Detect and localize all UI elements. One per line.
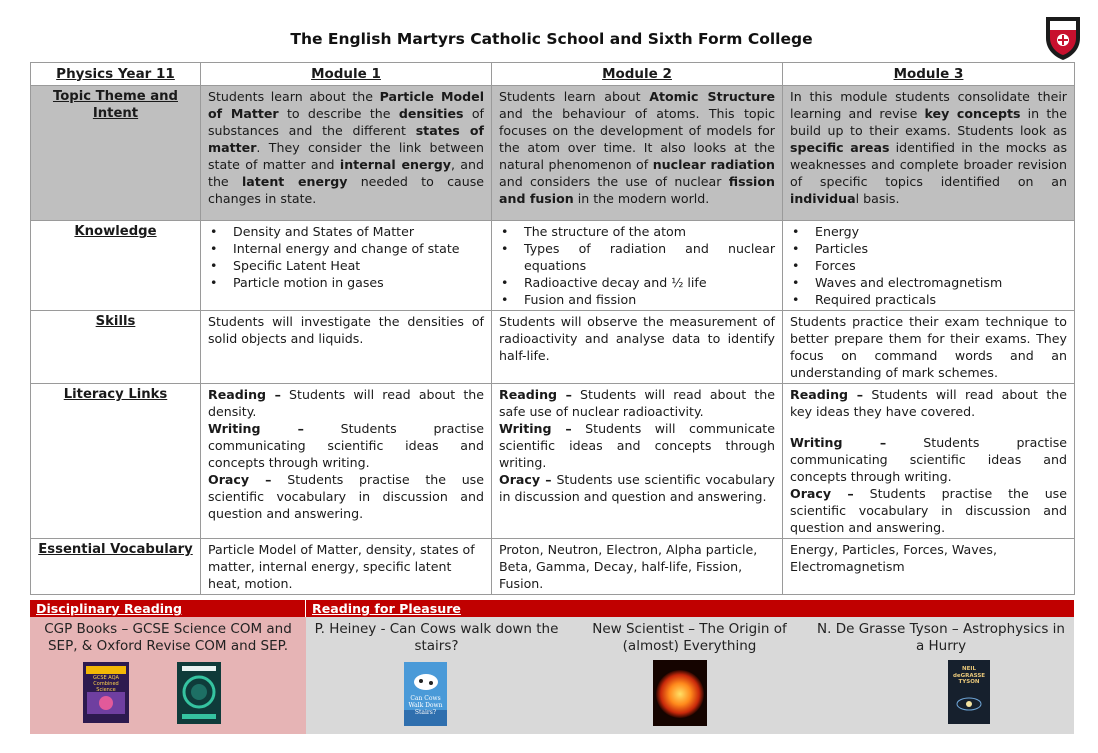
cows-cover-line1: Can Cows (410, 695, 441, 702)
oxford-revise-book-cover (177, 662, 221, 724)
knowledge-list (208, 223, 484, 291)
vocabulary-module-1: Particle Model of Matter, density, states of matter, internal energy, specific latent heat, motion. (201, 539, 492, 595)
emphasis-text: fission and fusion (499, 174, 775, 206)
emphasis-text: nuclear radiation (652, 157, 776, 172)
oracy-text: Students use scientific vocabulary in discussion and question and answering. (499, 472, 775, 504)
astrophysics-book-cover (948, 660, 990, 724)
topic-row-label (31, 86, 201, 221)
literacy-module-3 (783, 384, 1075, 539)
list-item: • Particle motion in gases (224, 274, 484, 291)
reading-label: Reading – (208, 387, 281, 402)
body-text: needed to cause changes in state. (208, 174, 485, 206)
oracy-line (790, 485, 1067, 536)
body-text: , and the (208, 157, 484, 189)
reading-for-pleasure-panel (306, 617, 1074, 734)
list-item: • Radioactive decay and ½ life (515, 274, 775, 291)
vocabulary-module-3: Energy, Particles, Forces, Waves, Electromagnetism (783, 539, 1075, 595)
reading-line (208, 386, 484, 420)
knowledge-module-3 (783, 221, 1075, 311)
reading-label: Reading – (790, 387, 864, 402)
skills-row-label: Skills (31, 311, 201, 384)
writing-line (499, 420, 775, 471)
sun-cover-art-icon (653, 660, 707, 726)
topic-module-3 (783, 86, 1075, 221)
literacy-row (31, 384, 1075, 539)
body-text: In this module students consolidate their learning and revise (790, 89, 1067, 121)
tyson-cover-line3: TYSON (958, 679, 980, 685)
vocabulary-module-2: Proton, Neutron, Electron, Alpha particle, Beta, Gamma, Decay, half-life, Fission, Fusion. (492, 539, 783, 595)
module-1-heading: Module 1 (201, 63, 492, 86)
list-item: • The structure of the atom (515, 223, 775, 240)
disciplinary-reading-text: CGP Books – GCSE Science COM and SEP, & Oxford Revise COM and SEP. (44, 621, 292, 654)
literacy-row-label: Literacy Links (31, 384, 201, 539)
oracy-label: Oracy – (499, 472, 552, 487)
emphasis-text: internal energy (339, 157, 451, 172)
can-cows-book-cover (404, 662, 447, 726)
knowledge-list (499, 223, 775, 308)
tyson-cover-line2: deGRASSE (952, 672, 986, 679)
knowledge-list (790, 223, 1067, 308)
oracy-label: Oracy – (208, 472, 272, 487)
writing-label: Writing – (208, 421, 304, 436)
module-2-heading: Module 2 (492, 63, 783, 86)
page-title: The English Martyrs Catholic School and Sixth Form College (290, 30, 813, 48)
cows-cover-art-icon (404, 662, 447, 726)
knowledge-row-label: Knowledge (31, 221, 201, 311)
body-text: Students learn about the (208, 89, 380, 104)
subject-year-heading: Physics Year 11 (31, 63, 201, 86)
emphasis-text: Atomic Structure (649, 89, 775, 104)
disciplinary-reading-panel (30, 617, 306, 734)
reading-text: Students will read about the safe use of nuclear radioactivity. (499, 387, 775, 419)
topic-label-line2: Intent (92, 106, 139, 121)
header-row (31, 63, 1075, 86)
emphasis-text: Particle Model of Matter (208, 89, 485, 121)
cgp-cover-line1: GCSE AQA (93, 675, 119, 681)
skills-module-2: Students will observe the measurement of radioactivity and analyse data to identify half-life. (492, 311, 783, 384)
emphasis-text: specific areas (790, 140, 890, 155)
body-text: and considers the use of nuclear (499, 174, 729, 189)
school-crest-icon (1043, 14, 1083, 62)
list-item: • Energy (806, 223, 1067, 240)
list-item: • Internal energy and change of state (224, 240, 484, 257)
body-text: l basis. (855, 191, 900, 206)
list-item: • Particles (806, 240, 1067, 257)
cows-cover-line3: Stairs? (414, 709, 437, 716)
reading-text: Students will read about the density. (208, 387, 484, 419)
oracy-line (499, 471, 775, 505)
reading-text: Students will read about the key ideas they have covered. (790, 387, 1067, 419)
book-title-astrophysics: N. De Grasse Tyson – Astrophysics in a Hurry (817, 621, 1065, 654)
body-text: of substances and the different (208, 106, 484, 138)
oxford-cover-art-icon (177, 662, 221, 724)
body-text: identified in the mocks as weaknesses and complete broader revision of specific topics identified on an (790, 140, 1068, 189)
new-scientist-book-cover (653, 660, 707, 726)
skills-row (31, 311, 1075, 384)
knowledge-module-2 (492, 221, 783, 311)
oracy-line (208, 471, 484, 522)
book-title-can-cows: P. Heiney - Can Cows walk down the stairs? (314, 621, 559, 654)
list-item: • Waves and electromagnetism (806, 274, 1067, 291)
oracy-text: Students practise the use scientific vocabulary in discussion and question and answering. (790, 486, 1067, 535)
emphasis-text: densities (398, 106, 464, 121)
writing-line (208, 420, 484, 471)
writing-line (790, 434, 1067, 485)
emphasis-text: states of matter (208, 123, 484, 155)
writing-text: Students practise communicating scientific ideas and concepts through writing. (208, 421, 485, 470)
writing-label: Writing – (499, 421, 572, 436)
emphasis-text: latent energy (241, 174, 348, 189)
body-text: in the modern world. (573, 191, 710, 206)
topic-row (31, 86, 1075, 221)
reading-line (499, 386, 775, 420)
body-text: Students learn about (499, 89, 650, 104)
knowledge-row (31, 221, 1075, 311)
literacy-module-1 (201, 384, 492, 539)
skills-module-3: Students practice their exam technique to better prepare them for their exams. They focus on command words and an understanding of mark schemes. (783, 311, 1075, 384)
reading-section (30, 600, 1074, 734)
body-text: . They consider the link between state of matter and (208, 140, 484, 172)
cgp-book-cover (83, 662, 129, 723)
vocabulary-row-label: Essential Vocabulary (31, 539, 201, 595)
reading-for-pleasure-header: Reading for Pleasure (306, 600, 1074, 617)
list-item: • Fusion and fission (515, 291, 775, 308)
knowledge-module-1 (201, 221, 492, 311)
list-item: • Required practicals (806, 291, 1067, 308)
body-text: to describe the (278, 106, 399, 121)
reading-label: Reading – (499, 387, 572, 402)
writing-text: Students practise communicating scientific ideas and concepts through writing. (790, 435, 1067, 484)
cgp-cover-line2: Combined Science (93, 681, 119, 693)
list-item: • Types of radiation and nuclear equations (515, 240, 775, 274)
writing-label: Writing – (790, 435, 887, 450)
module-3-heading: Module 3 (783, 63, 1075, 86)
vocabulary-row (31, 539, 1075, 595)
topic-module-1 (201, 86, 492, 221)
list-item: • Density and States of Matter (224, 223, 484, 240)
literacy-module-2 (492, 384, 783, 539)
skills-module-1: Students will investigate the densities of solid objects and liquids. (201, 311, 492, 384)
body-text: and the behaviour of atoms. This topic focuses on the development of models for the atom over time. It also looks at the natural phenomenon of (499, 106, 775, 172)
oracy-text: Students practise the use scientific vocabulary in discussion and question and answering. (208, 472, 484, 521)
disciplinary-reading-header: Disciplinary Reading (30, 600, 306, 617)
curriculum-table (30, 62, 1075, 595)
tyson-cover-line1: NEIL (962, 666, 976, 672)
topic-module-2 (492, 86, 783, 221)
emphasis-text: individua (790, 191, 856, 206)
topic-label-line1: Topic Theme and (52, 89, 178, 104)
cows-cover-line2: Walk Down (408, 702, 443, 709)
list-item: • Forces (806, 257, 1067, 274)
list-item: • Specific Latent Heat (224, 257, 484, 274)
oracy-label: Oracy – (790, 486, 854, 501)
spacer (790, 420, 1067, 434)
body-text: in the build up to their exams. Students look as (790, 106, 1067, 138)
reading-line (790, 386, 1067, 420)
emphasis-text: key concepts (924, 106, 1021, 121)
writing-text: Students will communicate scientific ideas and concepts through writing. (499, 421, 775, 470)
book-title-new-scientist: New Scientist – The Origin of (almost) Everything (592, 621, 787, 654)
